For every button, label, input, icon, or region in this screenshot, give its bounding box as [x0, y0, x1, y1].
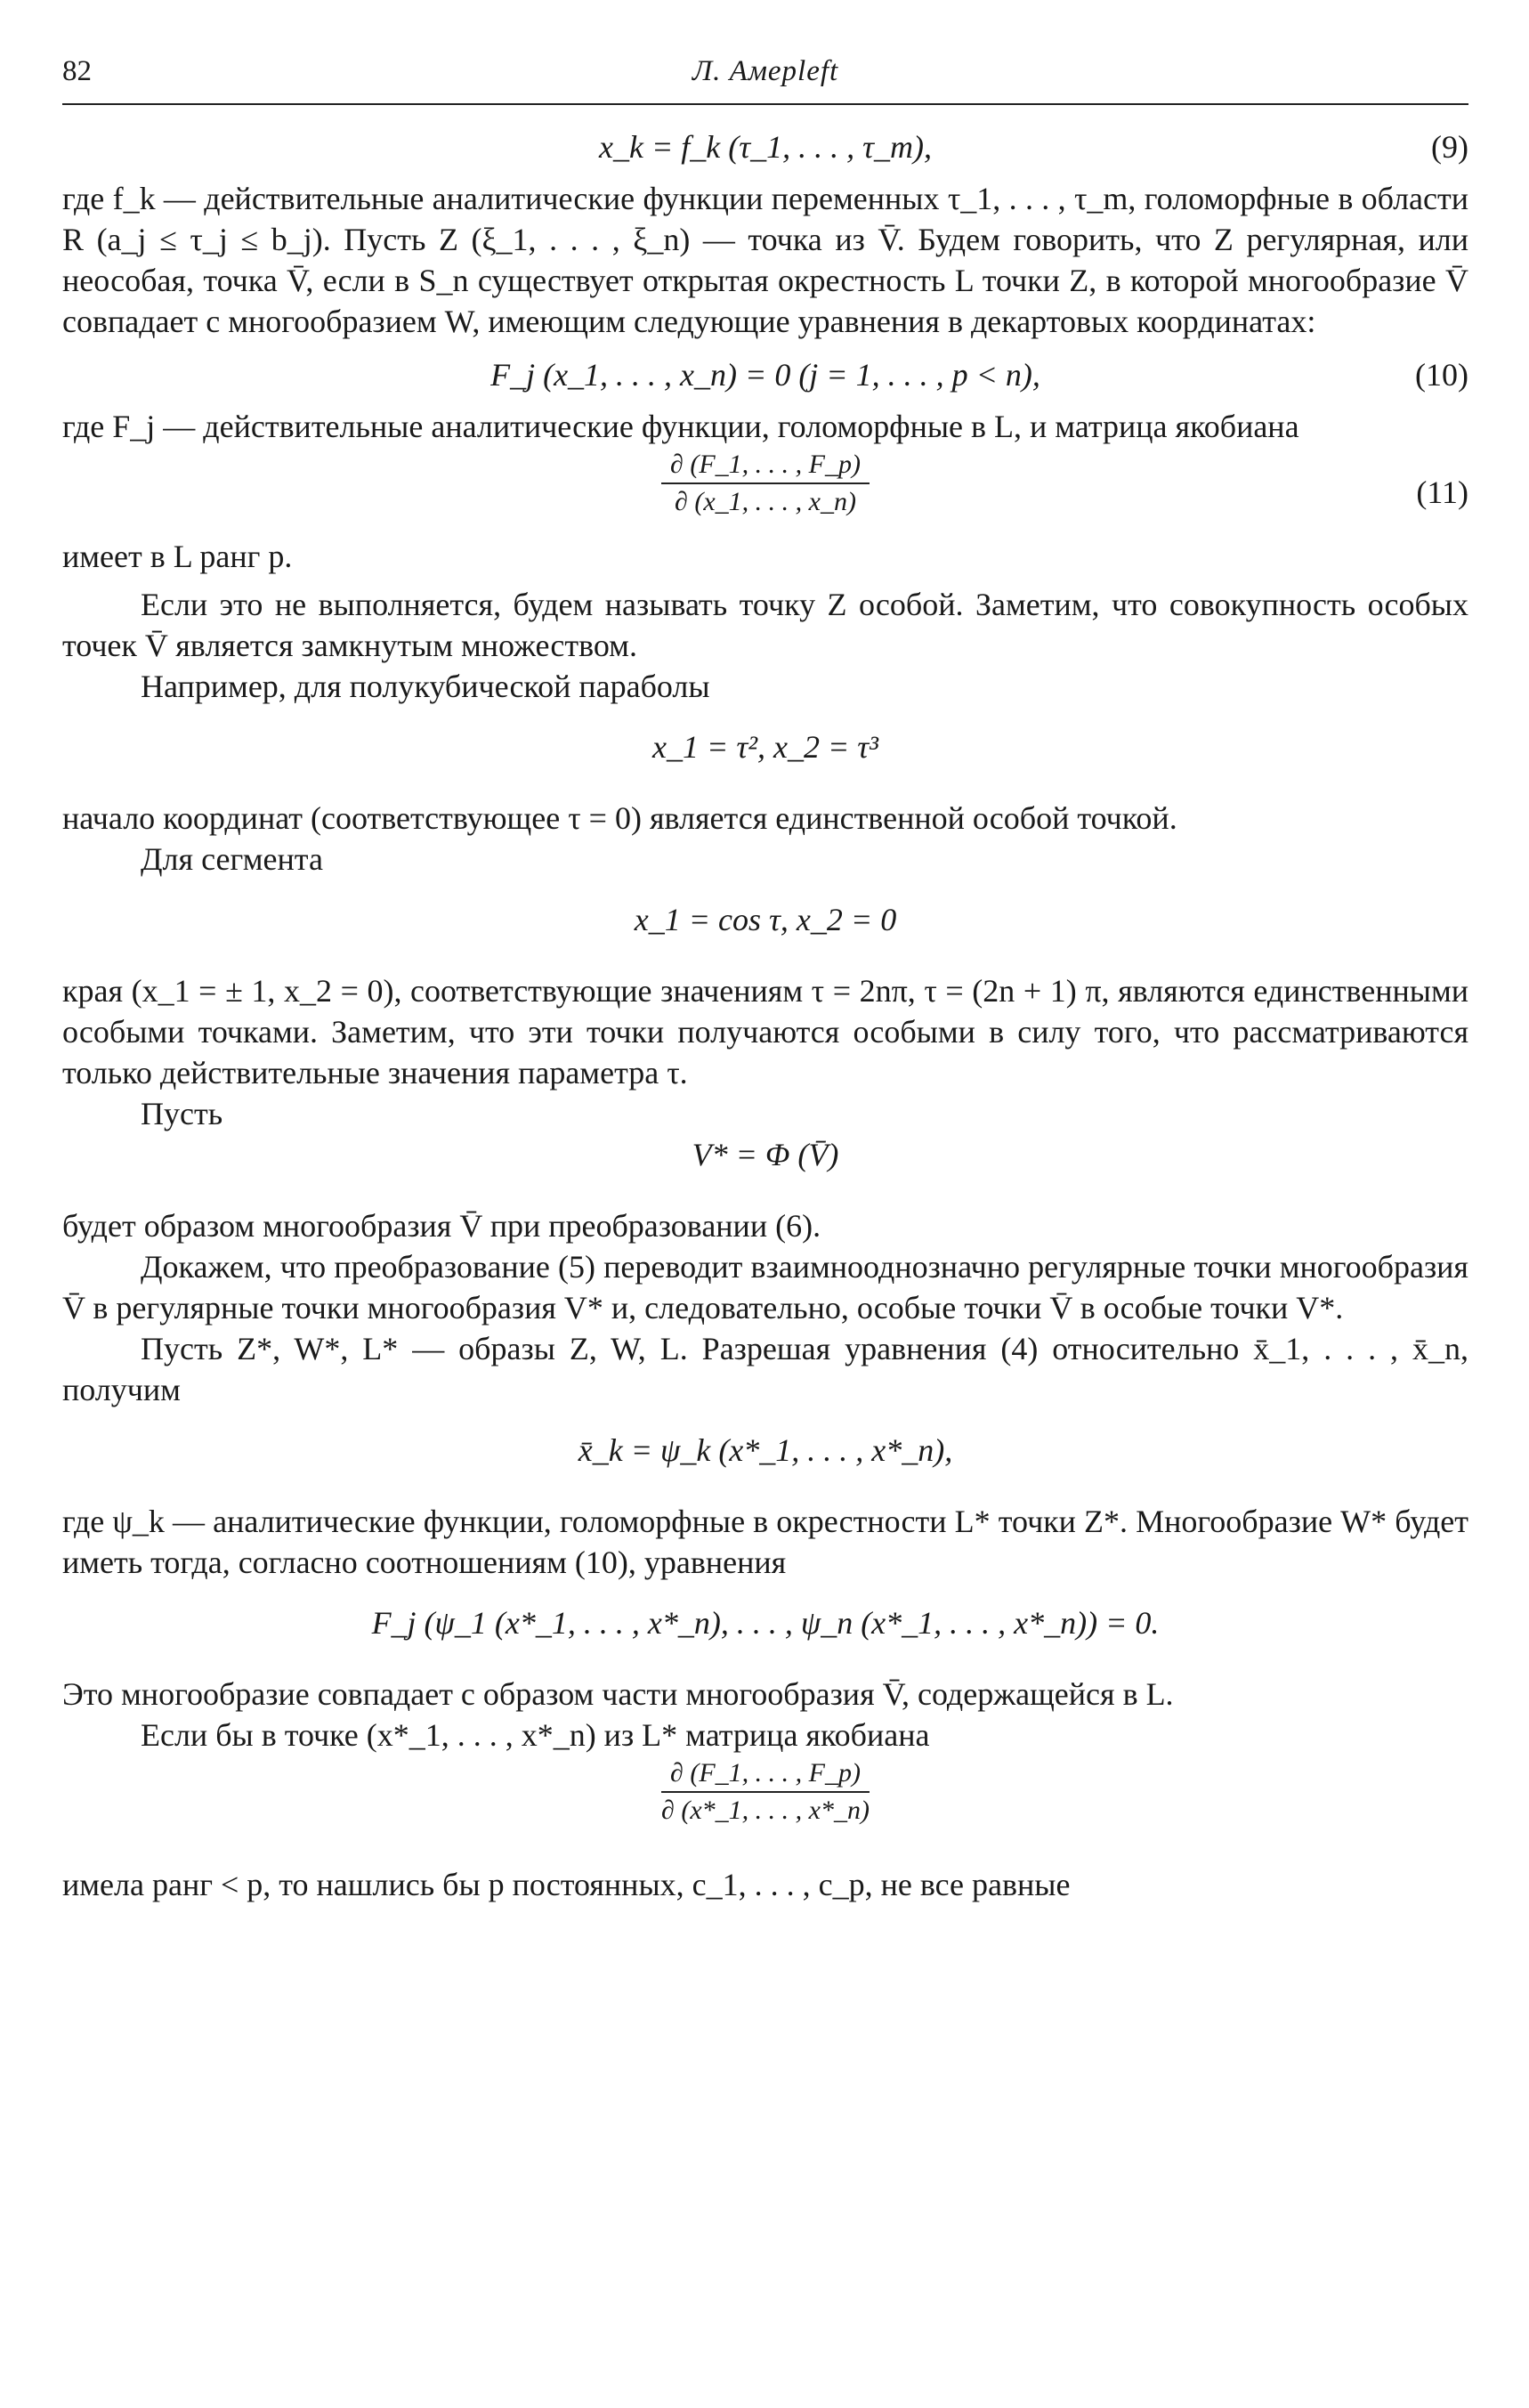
- equation-xk: x̄_k = ψ_k (x*_1, . . . , x*_n),: [578, 1432, 953, 1468]
- equation-parabola: x_1 = τ², x_2 = τ³: [652, 729, 878, 765]
- paragraph-15: Если бы в точке (x*_1, . . . , x*_n) из L* матрица якобиана: [141, 1717, 930, 1753]
- paragraph-9: Пусть: [141, 1096, 223, 1131]
- paragraph-8: края (x_1 = ± 1, x_2 = 0), соответствующие значениям τ = 2nπ, τ = (2n + 1) π, являются единственными особыми точками. Заметим, что эти точки получаются особыми в силу того, что рассматриваются только действительные значения параметра τ.: [62, 973, 1468, 1090]
- equation-11-number: (11): [1416, 474, 1468, 510]
- paragraph-14: Это многообразие совпадает с образом части многообразия V̄, содержащейся в L.: [62, 1676, 1174, 1712]
- equation-11: [62, 447, 1468, 536]
- equation-F: F_j (ψ_1 (x*_1, . . . , x*_n), . . . , ψ_n (x*_1, . . . , x*_n)) = 0.: [371, 1605, 1160, 1641]
- jacobian-1-numerator: ∂ (F_1, . . . , F_p): [661, 447, 870, 484]
- page-number: 82: [62, 55, 92, 87]
- paragraph-13: где ψ_k — аналитические функции, голоморфные в окрестности L* точки Z*. Многообразие W* будет иметь тогда, согласно соотношениям (10), уравнения: [62, 1504, 1468, 1580]
- paragraph-1: где f_k — действительные аналитические функции переменных τ_1, . . . , τ_m, голоморфные в области R (a_j ≤ τ_j ≤ b_j). Пусть Z (ξ_1, . . . , ξ_n) — точка из V̄. Будем говорить, что Z регулярная, или неособая, точка V̄, если в S_n существует открытая окрестность L точки Z, в которой многообразие V̄ совпадает с многообразием W, имеющим следующие уравнения в декартовых координатах:: [62, 181, 1468, 339]
- jacobian-fraction-2: [661, 1755, 870, 1828]
- equation-10-number: (10): [1415, 357, 1468, 393]
- paragraph-16: имела ранг < p, то нашлись бы p постоянных, c_1, . . . , c_p, не все равные: [62, 1867, 1071, 1902]
- equation-segment: x_1 = cos τ, x_2 = 0: [634, 902, 897, 937]
- equation-9-number: (9): [1431, 129, 1468, 165]
- page-body: [62, 126, 1468, 1905]
- paragraph-7: Для сегмента: [141, 841, 323, 877]
- equation-vstar: V* = Φ (V̄): [692, 1137, 839, 1172]
- paragraph-6: начало координат (соответствующее τ = 0) является единственной особой точкой.: [62, 800, 1177, 836]
- running-title: Л. Амерleft: [692, 55, 839, 87]
- jacobian-2-numerator: ∂ (F_1, . . . , F_p): [661, 1755, 870, 1793]
- paragraph-10: будет образом многообразия V̄ при преобразовании (6).: [62, 1208, 821, 1244]
- paragraph-12: Пусть Z*, W*, L* — образы Z, W, L. Разрешая уравнения (4) относительно x̄_1, . . . , x̄_n, получим: [62, 1331, 1468, 1407]
- equation-9: [62, 126, 1468, 178]
- paragraph-5: Например, для полукубической параболы: [141, 669, 710, 704]
- equation-jacobian-2: [62, 1755, 1468, 1845]
- jacobian-1-denominator: ∂ (x_1, . . . , x_n): [675, 487, 856, 516]
- equation-10-formula: F_j (x_1, . . . , x_n) = 0 (j = 1, . . . , p < n),: [490, 357, 1040, 393]
- paragraph-3: имеет в L ранг p.: [62, 539, 293, 574]
- jacobian-2-denominator: ∂ (x*_1, . . . , x*_n): [661, 1796, 870, 1825]
- header-rule: [62, 103, 1468, 105]
- equation-10: [62, 354, 1468, 406]
- jacobian-fraction-1: [661, 447, 870, 520]
- paragraph-4: Если это не выполняется, будем называть точку Z особой. Заметим, что совокупность особых точек V̄ является замкнутым множеством.: [62, 587, 1468, 663]
- paragraph-11: Докажем, что преобразование (5) переводит взаимнооднозначно регулярные точки многообразия V̄ в регулярные точки многообразия V* и, следовательно, особые точки V̄ в особые точки V*.: [62, 1249, 1468, 1326]
- equation-9-formula: x_k = f_k (τ_1, . . . , τ_m),: [599, 129, 932, 165]
- book-page: [62, 0, 1468, 2408]
- page-header: [62, 55, 1468, 96]
- paragraph-2: где F_j — действительные аналитические функции, голоморфные в L, и матрица якобиана: [62, 409, 1299, 444]
